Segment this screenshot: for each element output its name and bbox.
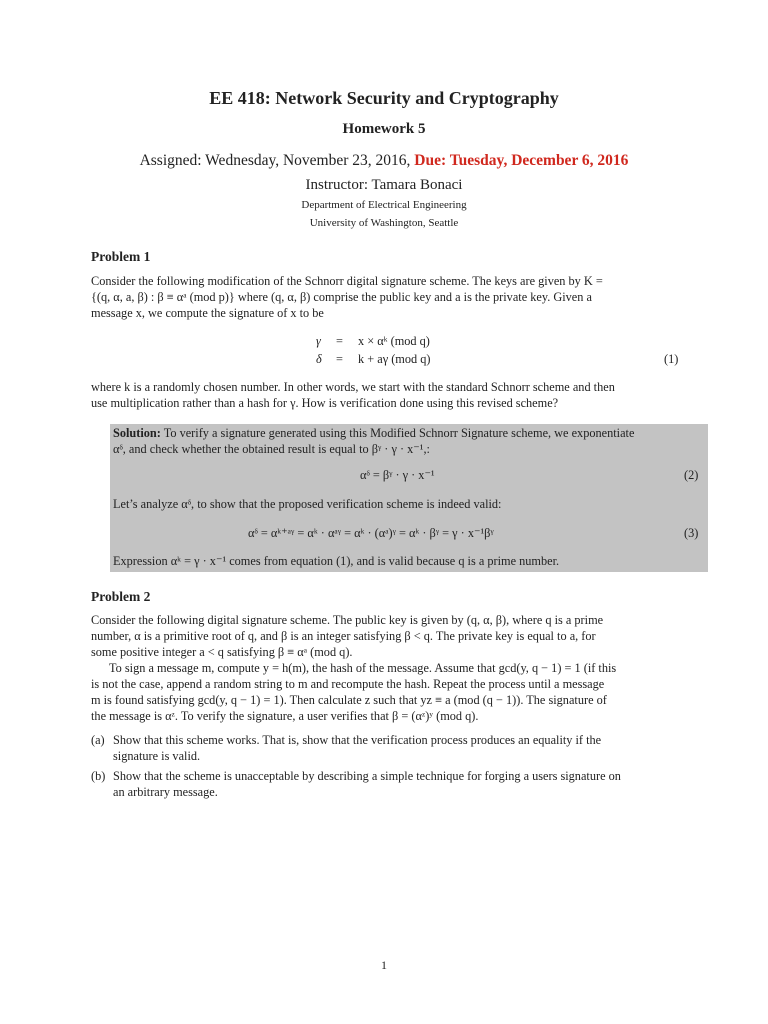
equation-1-lhs: γ — [316, 334, 321, 348]
list-item-label: (b) — [91, 769, 106, 783]
problem-2-text-line: number, α is a primitive root of q, and β is an integer satisfying β < q. The private key is equal to a, for — [91, 629, 596, 643]
solution-label: Solution: — [113, 426, 161, 440]
equation-1-rhs: x × αᵏ (mod q) — [358, 334, 430, 348]
problem-2-text-line: m is found satisfying gcd(y, q − 1) = 1). Then calculate z such that yz ≡ a (mod (q − 1)). The signature of — [91, 693, 607, 707]
list-item-text: Show that this scheme works. That is, show that the verification process produces an equality if the — [113, 733, 602, 747]
solution-line: Expression αᵏ = γ · x⁻¹ comes from equation (1), and is valid because q is a prime number. — [113, 554, 560, 568]
problem-2-heading: Problem 2 — [91, 589, 151, 604]
equation-1-equals: = — [336, 334, 343, 348]
course-title: EE 418: Network Security and Cryptography — [209, 88, 559, 108]
equation-1-equals: = — [336, 352, 343, 366]
equation-3-number: (3) — [684, 526, 699, 540]
homework-number: Homework 5 — [342, 121, 426, 137]
list-item-text: signature is valid. — [113, 749, 201, 763]
instructor: Instructor: Tamara Bonaci — [305, 177, 463, 193]
assigned-date: Assigned: Wednesday, November 23, 2016, — [139, 152, 411, 169]
equation-3: αᵟ = αᵏ⁺ᵃᵞ = αᵏ · αᵃᵞ = αᵏ · (αᵃ)ᵞ = αᵏ · βᵞ = γ · x⁻¹βᵞ — [248, 526, 494, 540]
solution-line — [113, 426, 634, 441]
equation-1-lhs: δ — [316, 352, 322, 366]
department: Department of Electrical Engineering — [301, 199, 467, 211]
equation-1-rhs: k + aγ (mod q) — [358, 352, 431, 366]
equation-1-number: (1) — [664, 352, 679, 366]
problem-1-intro-line: message x, we compute the signature of x to be — [91, 306, 324, 320]
equation-2: αᵟ = βᵞ · γ · x⁻¹ — [360, 468, 435, 482]
problem-2-text-line: Consider the following digital signature scheme. The public key is given by (q, α, β), where q is a prime — [91, 613, 604, 627]
solution-text: To verify a signature generated using this Modified Schnorr Signature scheme, we exponentiate — [160, 426, 635, 440]
problem-1-intro-line: Consider the following modification of the Schnorr digital signature scheme. The keys are given by K = — [91, 274, 603, 288]
due-date: Due: Tuesday, December 6, 2016 — [414, 152, 629, 169]
solution-line: Let’s analyze αᵟ, to show that the proposed verification scheme is indeed valid: — [113, 497, 502, 511]
problem-2-text-line: is not the case, append a random string to m and recompute the hash. Repeat the process until a message — [91, 677, 605, 691]
list-item-label: (a) — [91, 733, 105, 747]
problem-2-text-line: the message is αᶻ. To verify the signature, a user verifies that β = (αᶻ)ʸ (mod q). — [91, 709, 479, 723]
problem-2-text-line: some positive integer a < q satisfying β ≡ αᵃ (mod q). — [91, 645, 353, 659]
problem-1-text-line: use multiplication rather than a hash for γ. How is verification done using this revised scheme? — [91, 396, 559, 410]
problem-1-heading: Problem 1 — [91, 249, 151, 264]
problem-2-text-line: To sign a message m, compute y = h(m), the hash of the message. Assume that gcd(y, q − 1) = 1 (if this — [109, 661, 617, 675]
page-number: 1 — [381, 958, 387, 972]
problem-1-text-line: where k is a randomly chosen number. In other words, we start with the standard Schnorr scheme and then — [91, 380, 615, 394]
problem-1-intro-line: {(q, α, a, β) : β ≡ αᵃ (mod p)} where (q, α, β) comprise the public key and a is the private key. Given a — [91, 290, 592, 304]
solution-line: αᵟ, and check whether the obtained result is equal to βᵞ · γ · x⁻¹,: — [113, 442, 430, 456]
equation-2-number: (2) — [684, 468, 699, 482]
list-item-text: an arbitrary message. — [113, 785, 218, 799]
assigned-line — [0, 152, 768, 170]
list-item-text: Show that the scheme is unacceptable by describing a simple technique for forging a users signature on — [113, 769, 621, 783]
university: University of Washington, Seattle — [309, 217, 459, 229]
